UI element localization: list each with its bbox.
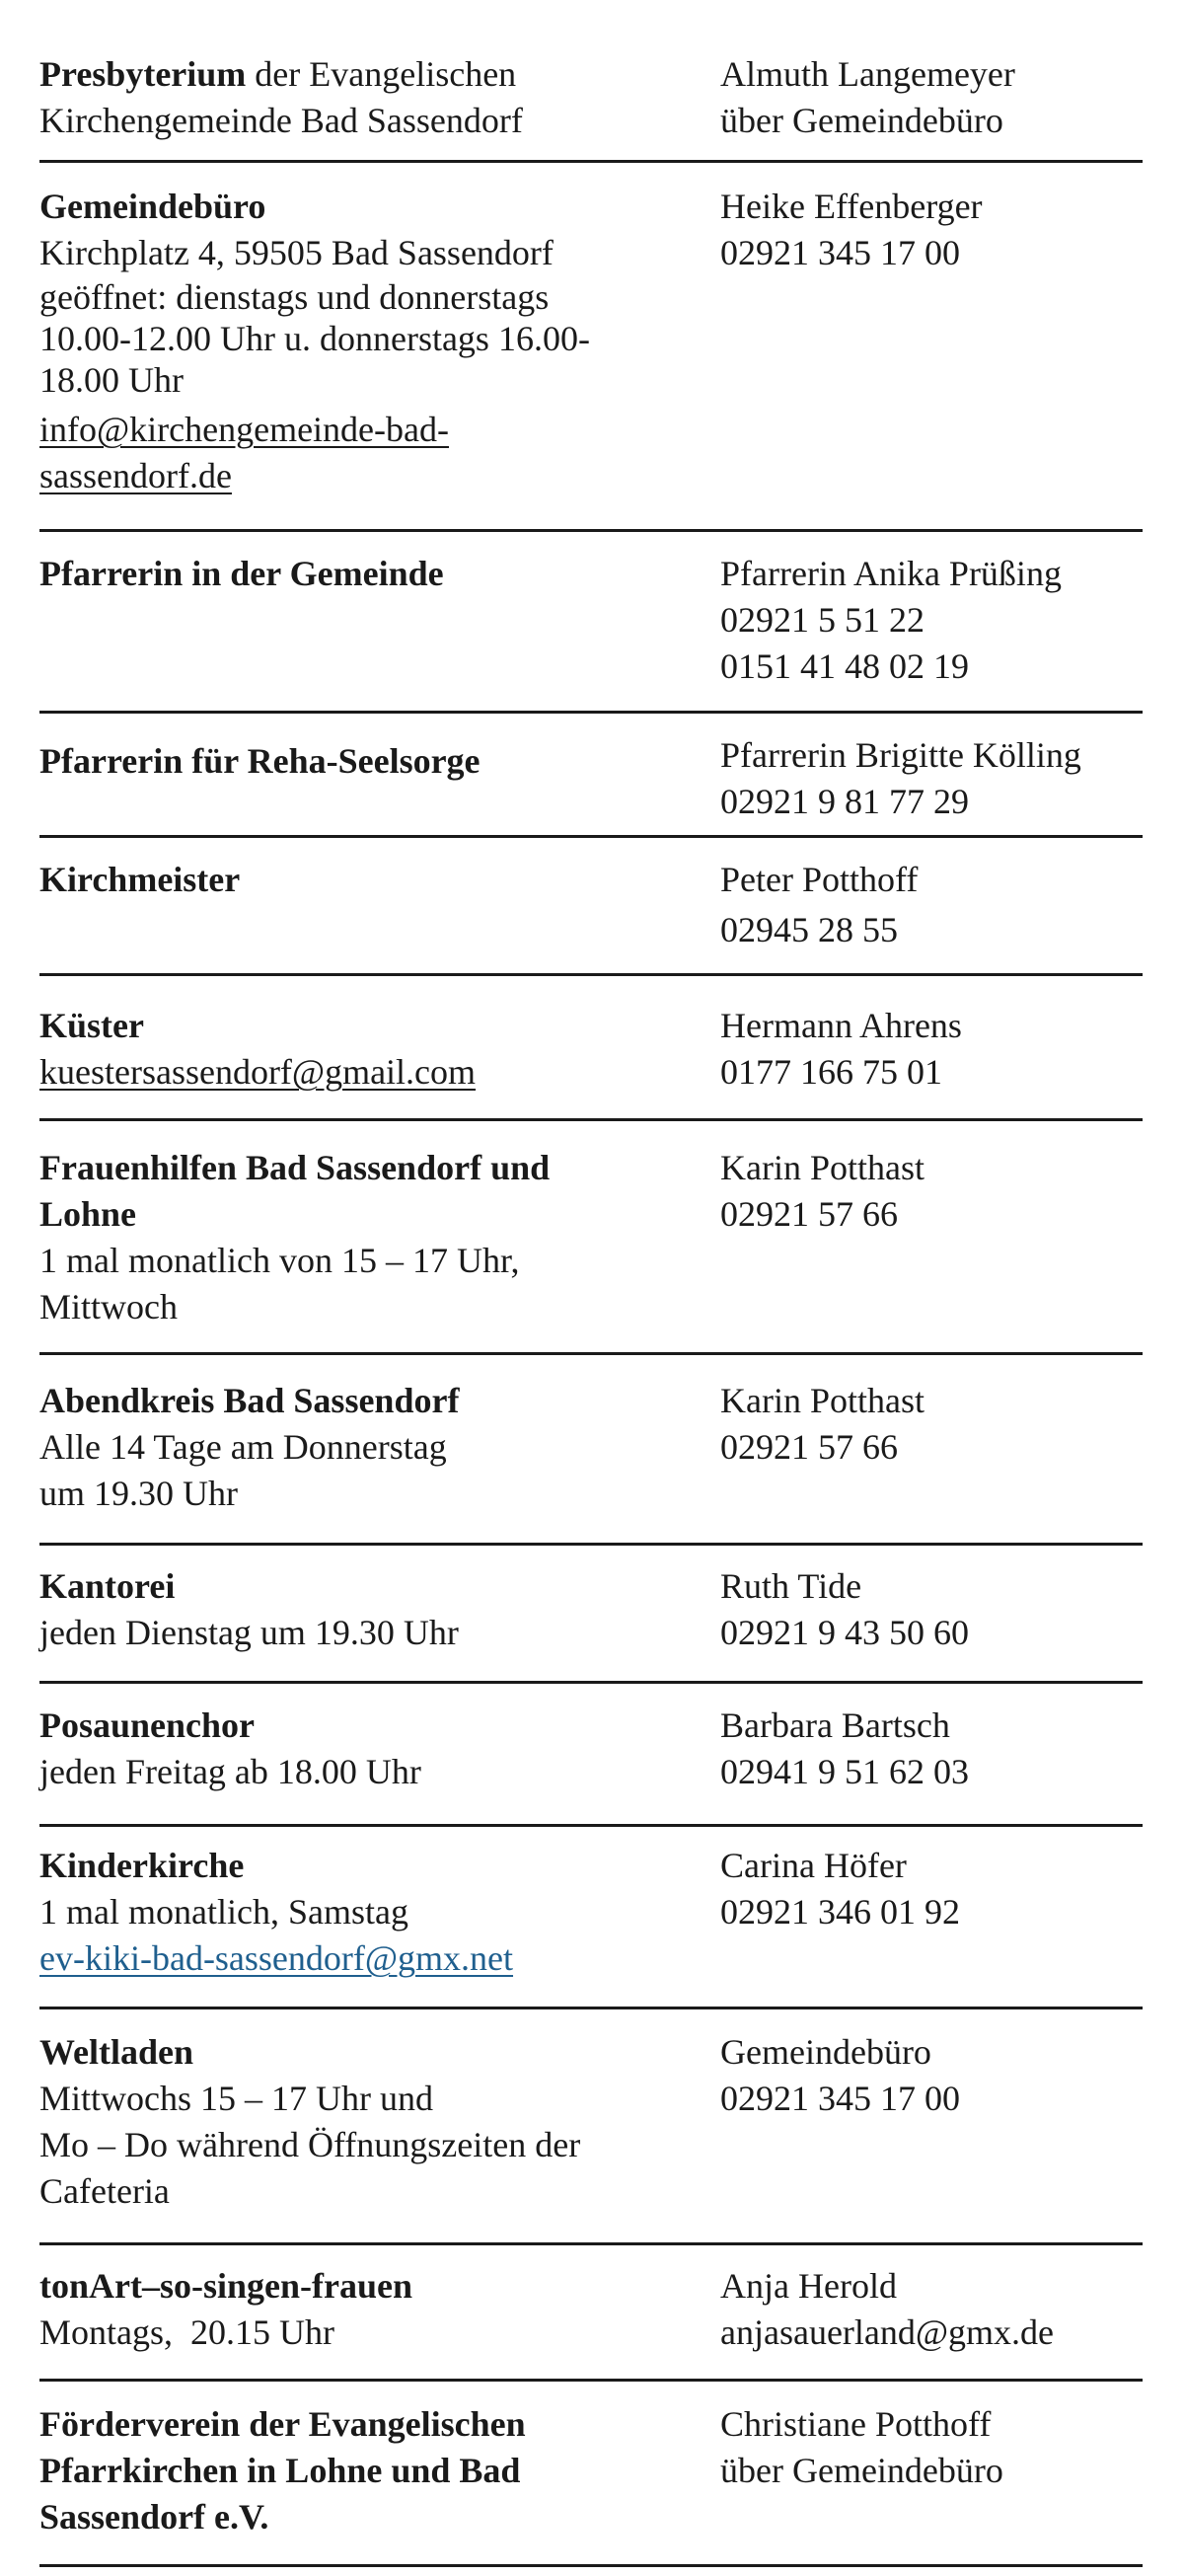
entry-title: Förderverein der Evangelischen: [39, 2404, 526, 2444]
entry-detail: um 19.30 Uhr: [39, 1474, 238, 1513]
entry-left-column: [39, 1145, 691, 1330]
contact-name: Barbara Bartsch: [720, 1705, 950, 1745]
divider: [39, 711, 1143, 714]
divider: [39, 1824, 1143, 1827]
entry-detail: 18.00 Uhr: [39, 360, 184, 400]
entry-title: Kirchmeister: [39, 860, 241, 899]
entry-right-column: [720, 184, 1154, 276]
entry-title: Pfarrerin für Reha-Seelsorge: [39, 741, 481, 781]
entry-right-column: [720, 551, 1154, 690]
contact-phone: 02921 57 66: [720, 1427, 898, 1467]
divider: [39, 1681, 1143, 1684]
divider: [39, 529, 1143, 532]
divider: [39, 973, 1143, 976]
contact-name: Karin Potthast: [720, 1148, 925, 1187]
entry-detail: Mittwoch: [39, 1287, 178, 1326]
contact-mobile: 0151 41 48 02 19: [720, 646, 969, 686]
email-link[interactable]: kuestersassendorf@gmail.com: [39, 1052, 477, 1092]
contact-phone: 0177 166 75 01: [720, 1052, 942, 1092]
entry-detail: geöffnet: dienstags und donnerstags: [39, 277, 550, 317]
divider: [39, 1118, 1143, 1121]
entry-right-column: [720, 2263, 1154, 2356]
entry-left-column: [39, 551, 691, 597]
entry-left-column: [39, 184, 691, 499]
entry-right-column: [720, 2401, 1154, 2494]
entry-detail: Cafeteria: [39, 2171, 170, 2211]
entry-right-column: [720, 857, 1154, 953]
contact-name: Almuth Langemeyer: [720, 54, 1015, 94]
contact-name: Christiane Potthoff: [720, 2404, 992, 2444]
entry-detail: Mo – Do während Öffnungszeiten der: [39, 2125, 581, 2164]
divider: [39, 2007, 1143, 2009]
entry-title-rest: der Evangelischen: [246, 54, 517, 94]
contact-name: Karin Potthast: [720, 1381, 925, 1420]
contact-name: Gemeindebüro: [720, 2032, 931, 2072]
entry-right-column: [720, 1003, 1154, 1096]
contact-name: Pfarrerin Anika Prüßing: [720, 554, 1062, 593]
contact-name: Hermann Ahrens: [720, 1006, 962, 1045]
entry-title: Lohne: [39, 1194, 137, 1234]
entry-title: [39, 51, 691, 98]
entry-left-column: [39, 1003, 691, 1096]
contact-phone: 02921 345 17 00: [720, 2079, 960, 2118]
entry-left-column: [39, 738, 691, 785]
contact-email: anjasauerland@gmx.de: [720, 2312, 1055, 2352]
entry-left-column: [39, 2029, 691, 2215]
entry-detail: jeden Dienstag um 19.30 Uhr: [39, 1613, 459, 1652]
contact-detail: über Gemeindebüro: [720, 101, 1003, 140]
entry-left-column: [39, 2401, 691, 2540]
email-link-line[interactable]: sassendorf.de: [39, 456, 232, 495]
contact-name: Carina Höfer: [720, 1846, 907, 1885]
entry-left-column: [39, 1378, 691, 1517]
contact-name: Pfarrerin Brigitte Kölling: [720, 735, 1081, 775]
entry-left-column: [39, 857, 691, 903]
entry-detail: Kirchengemeinde Bad Sassendorf: [39, 101, 523, 140]
divider: [39, 2564, 1143, 2567]
entry-title: Pfarrkirchen in Lohne und Bad: [39, 2451, 521, 2490]
entry-title-bold: Presbyterium: [39, 54, 247, 94]
contact-name: Peter Potthoff: [720, 860, 919, 899]
entry-right-column: [720, 1145, 1154, 1238]
contact-phone: 02945 28 55: [720, 910, 898, 949]
entry-left-column: [39, 51, 691, 144]
entry-detail: Kirchplatz 4, 59505 Bad Sassendorf: [39, 233, 554, 272]
contact-detail: über Gemeindebüro: [720, 2451, 1003, 2490]
contact-phone: 02921 57 66: [720, 1194, 898, 1234]
entry-title: Pfarrerin in der Gemeinde: [39, 554, 444, 593]
contact-name: Heike Effenberger: [720, 187, 983, 226]
entry-detail: Alle 14 Tage am Donnerstag: [39, 1427, 447, 1467]
entry-left-column: [39, 2263, 691, 2356]
entry-right-column: [720, 1843, 1154, 1935]
entry-right-column: [720, 1703, 1154, 1795]
divider: [39, 1543, 1143, 1546]
email-link-line[interactable]: info@kirchengemeinde-bad-: [39, 410, 449, 449]
entry-title: Abendkreis Bad Sassendorf: [39, 1381, 460, 1420]
contact-name: Ruth Tide: [720, 1566, 862, 1606]
email-link[interactable]: ev-kiki-bad-sassendorf@gmx.net: [39, 1938, 514, 1978]
entry-title: Weltladen: [39, 2032, 194, 2072]
entry-right-column: [720, 51, 1154, 144]
contact-phone: 02941 9 51 62 03: [720, 1752, 969, 1791]
divider: [39, 160, 1143, 163]
entry-title: Gemeindebüro: [39, 187, 266, 226]
entry-right-column: [720, 1563, 1154, 1656]
entry-detail: 10.00-12.00 Uhr u. donnerstags 16.00-: [39, 319, 590, 358]
entry-left-column: [39, 1703, 691, 1795]
contact-phone: 02921 9 43 50 60: [720, 1613, 969, 1652]
entry-right-column: [720, 732, 1154, 825]
contact-phone: 02921 346 01 92: [720, 1892, 960, 1932]
contact-name: Anja Herold: [720, 2266, 897, 2306]
entry-title: Küster: [39, 1006, 144, 1045]
entry-right-column: [720, 1378, 1154, 1471]
entry-detail: Mittwochs 15 – 17 Uhr und: [39, 2079, 433, 2118]
entry-title: Sassendorf e.V.: [39, 2497, 269, 2537]
entry-detail: Montags, 20.15 Uhr: [39, 2312, 334, 2352]
entry-title: Kinderkirche: [39, 1846, 245, 1885]
contact-phone: 02921 345 17 00: [720, 233, 960, 272]
entry-detail: 1 mal monatlich, Samstag: [39, 1892, 408, 1932]
entry-title: Frauenhilfen Bad Sassendorf und: [39, 1148, 551, 1187]
entry-left-column: [39, 1563, 691, 1656]
divider: [39, 1352, 1143, 1355]
entry-detail: jeden Freitag ab 18.00 Uhr: [39, 1752, 421, 1791]
divider: [39, 2242, 1143, 2245]
divider: [39, 835, 1143, 838]
entry-right-column: [720, 2029, 1154, 2122]
contact-phone: 02921 9 81 77 29: [720, 782, 969, 821]
entry-title: Posaunenchor: [39, 1705, 256, 1745]
contact-phone: 02921 5 51 22: [720, 600, 925, 640]
entry-left-column: [39, 1843, 691, 1982]
entry-detail: 1 mal monatlich von 15 – 17 Uhr,: [39, 1241, 520, 1280]
email-link[interactable]: [39, 407, 691, 499]
entry-title: tonArt–so-singen-frauen: [39, 2266, 412, 2306]
divider: [39, 2379, 1143, 2382]
entry-title: Kantorei: [39, 1566, 176, 1606]
